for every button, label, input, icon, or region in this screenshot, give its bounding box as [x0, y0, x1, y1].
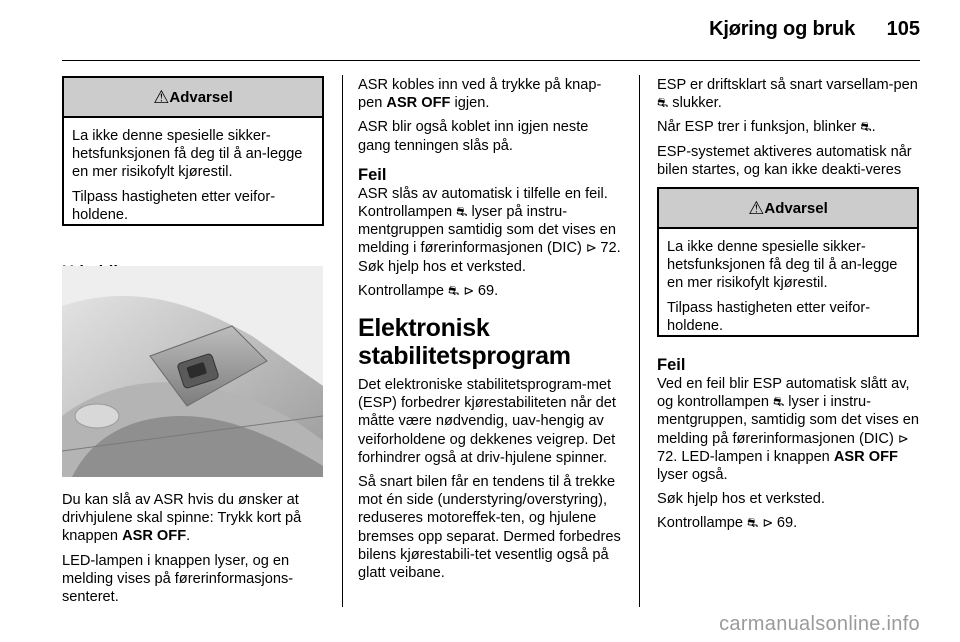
warning-text: La ikke denne spesielle sikker-hetsfunksjonen få deg til å an-legge en mer risikofylt kjørestil. [72, 128, 303, 181]
paragraph: ESP-systemet aktiveres automatisk når bilen startes, og kan ikke deakti-veres [657, 143, 912, 178]
page-header [0, 0, 960, 60]
paragraph: Når ESP trer i funksjon, blinker ⛐. [657, 119, 876, 136]
paragraph: Kontrollampe ⛐ ⊳ 69. [657, 515, 798, 532]
paragraph: LED-lampen i knappen lyser, og en melding vises på førerinformasjons-senteret. [62, 552, 294, 606]
section-heading-feil: Feil [657, 356, 686, 375]
section-heading-feil: Feil [358, 165, 387, 184]
page-number: 105 [886, 18, 920, 40]
esp-lamp-icon: ⛐ [860, 119, 872, 135]
warning-text-2: Tilpass hastigheten etter veifor-holdene. [72, 188, 276, 223]
warning-text: La ikke denne spesielle sikker-hetsfunksjonen få deg til å an-legge en mer risikofylt kjørestil. [667, 239, 898, 292]
paragraph: ESP er driftsklart så snart varsellam-pen ⛐ slukker. [657, 77, 918, 112]
asr-off-button-photo [62, 266, 323, 477]
paragraph: ASR slås av automatisk i tilfelle en feil. Kontrollampen ⛐ lyser på instru-mentgruppen samtidig som det vises en melding i førerinformasjonen (DIC) ⊳ 72. Søk hjelp hos et verksted. [358, 185, 621, 275]
column-divider-2 [639, 75, 640, 607]
warning-box-header [64, 78, 322, 118]
asr-off-label: ASR OFF [386, 95, 451, 112]
paragraph: Søk hjelp hos et verksted. [657, 491, 825, 508]
esp-lamp-icon: ⛐ [773, 394, 785, 410]
esp-lamp-icon: ⛐ [448, 282, 460, 298]
asr-off-label: ASR OFF [833, 448, 898, 465]
asr-off-label: ASR OFF [122, 528, 187, 545]
header-rule [62, 60, 920, 61]
page-ref-arrow-icon: ⊳ [585, 240, 601, 256]
page-ref-arrow-icon: ⊳ [897, 430, 909, 446]
warning-triangle-icon: ⚠ [748, 198, 765, 219]
column-2 [358, 76, 624, 588]
column-1 [62, 76, 324, 282]
paragraph: Kontrollampe ⛐ ⊳ 69. [358, 282, 499, 299]
column-divider-1 [342, 75, 343, 607]
big-heading: Elektronisk stabilitetsprogram [358, 314, 571, 371]
warning-title: Advarsel [764, 200, 828, 218]
chapter-title: Kjøring og bruk [709, 18, 855, 40]
watermark[interactable]: carmanualsonline.info [719, 613, 920, 635]
warning-title: Advarsel [169, 89, 233, 106]
column-1-text [62, 491, 326, 612]
esp-lamp-icon: ⛐ [657, 95, 669, 111]
page-ref-arrow-icon: ⊳ [463, 282, 478, 298]
warning-triangle-icon: ⚠ [153, 87, 170, 107]
warning-text-2: Tilpass hastigheten etter veifor-holdene. [667, 299, 871, 334]
paragraph: Ved en feil blir ESP automatisk slått av, og kontrollampen ⛐ lyser i instru-mentgruppen, samtidig som det vises en melding på førerinformasjonen (DIC) ⊳ 72. LED-lampen i knappen ASR OFF lyser også. [657, 376, 920, 484]
warning-box [657, 187, 919, 337]
warning-box-header [659, 189, 917, 229]
column-3 [657, 76, 919, 539]
paragraph: Det elektroniske stabilitetsprogram-met (ESP) forbedrer kjørestabiliteten når det måtte være nødvendig, uav-hengig av veiforholdene og dekkenes veigrep. Det forhindrer også at driv-hjulene spinner. [358, 377, 616, 466]
paragraph: Så snart bilen får en tendens til å trekke mot én side (understyring/overstyring), reduseres motoreffek-ten, og hjulene bremses opp separat. Dermed forbedres bilens kjørestabili-tet vesentlig også på glatt veibane. [358, 474, 621, 582]
center-console-illustration [62, 266, 323, 477]
warning-body [64, 118, 322, 236]
warning-box [62, 76, 324, 226]
page-ref-arrow-icon: ⊳ [762, 515, 777, 531]
paragraph: ASR kobles inn ved å trykke på knap-pen ASR OFF igjen. [358, 77, 602, 112]
esp-lamp-icon: ⛐ [456, 204, 468, 220]
paragraph: Du kan slå av ASR hvis du ønsker at drivhjulene skal spinne: Trykk kort på knappen ASR OFF. [62, 492, 302, 545]
paragraph: ASR blir også koblet inn igjen neste gang tenningen slås på. [358, 119, 589, 154]
esp-lamp-icon: ⛐ [747, 515, 759, 531]
warning-body [659, 229, 917, 347]
